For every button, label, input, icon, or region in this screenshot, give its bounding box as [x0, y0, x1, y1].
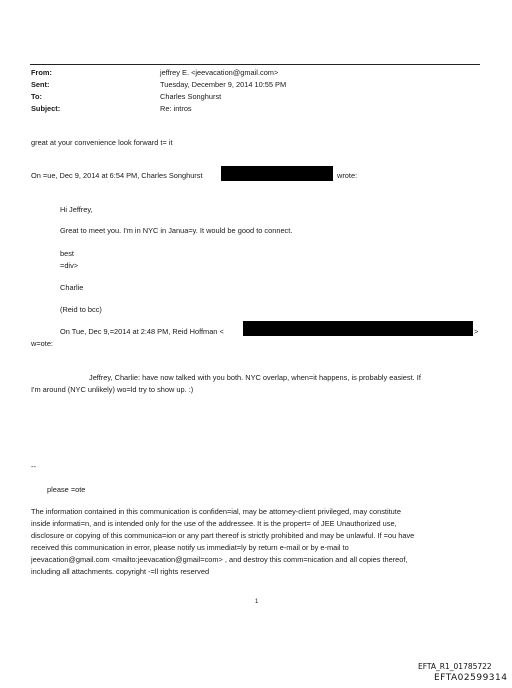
reply-text: great at your convenience look forward t= it — [31, 138, 173, 147]
disclaimer-line: including all attachments. copyright -=ll rights reserved — [31, 567, 210, 576]
bcc-note: (Reid to bcc) — [60, 305, 102, 314]
disclaimer-line: The information contained in this communication is confiden=ial, may be attorney-client privileged, may constitute — [31, 507, 401, 516]
quote1-wrote: wrote: — [337, 171, 358, 180]
quote2-wrote: w=ote: — [31, 339, 53, 348]
bates-number-2: EFTA02599314 — [434, 673, 508, 683]
disclaimer-line: received this communication in error, please notify us immediat=ly by return e-mail or by e-mail to — [31, 543, 349, 552]
greeting: Hi Jeffrey, — [60, 205, 93, 214]
redaction-box — [243, 321, 473, 336]
sign-best: best — [60, 249, 74, 258]
quote2-end: > — [474, 327, 479, 336]
reid-paragraph-1: Jeffrey, Charlie: have now talked with you both. NYC overlap, when=it happens, is probably easiest. If — [89, 373, 421, 382]
disclaimer-line: jeevacation@gmail.com <mailto:jeevacation@gmail=com> , and destroy this comm=nication and all copies thereof, — [31, 555, 408, 564]
reid-paragraph-2: I'm around (NYC unlikely) wo=ld try to show up. :) — [31, 385, 194, 394]
sent-value: Tuesday, December 9, 2014 10:55 PM — [160, 80, 287, 89]
to-label: To: — [31, 92, 42, 101]
quote2-intro: On Tue, Dec 9,=2014 at 2:48 PM, Reid Hoffman < — [60, 327, 224, 336]
disclaimer-line: disclosure or copying of this communica=ion or any part thereof is strictly prohibited and may be unlawful. If =ou have — [31, 531, 415, 540]
to-value: Charles Songhurst — [160, 92, 222, 101]
bates-number-1: EFTA_R1_01785722 — [418, 662, 492, 671]
subject-label: Subject: — [31, 104, 61, 113]
please-note: please =ote — [47, 485, 86, 494]
from-label: From: — [31, 68, 52, 77]
page-number: 1 — [255, 599, 259, 605]
signature-dash: -- — [31, 462, 36, 471]
disclaimer-line: inside informati=n, and is intended only for the use of the addressee. It is the propert= of JEE Unauthorized use, — [31, 519, 397, 528]
sent-label: Sent: — [31, 80, 50, 89]
subject-value: Re: intros — [160, 104, 192, 113]
header-top-rule — [30, 64, 480, 65]
charles-line: Great to meet you. I'm in NYC in Janua=y. It would be good to connect. — [60, 226, 293, 235]
from-value: jeffrey E. <jeevacation@gmail.com> — [160, 68, 279, 77]
quote1-intro: On =ue, Dec 9, 2014 at 6:54 PM, Charles Songhurst — [31, 171, 203, 180]
sign-name: Charlie — [60, 283, 84, 292]
div-artifact: =div> — [60, 261, 79, 270]
redaction-box — [221, 166, 333, 181]
